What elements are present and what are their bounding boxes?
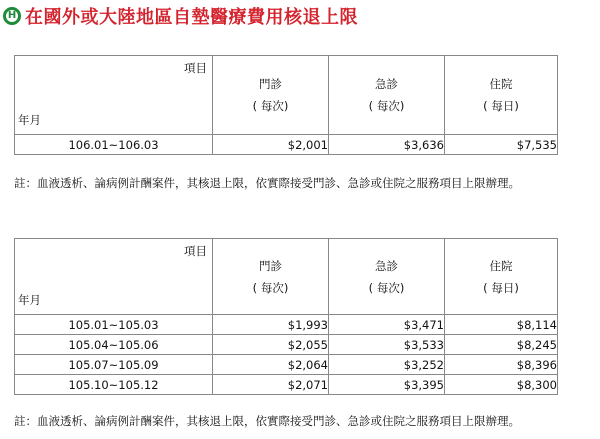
table-row bbox=[15, 315, 558, 335]
item-label: 項目 bbox=[184, 244, 207, 258]
table-row bbox=[15, 335, 558, 355]
inpatient-cell: $8,300 bbox=[445, 375, 558, 395]
corner-header bbox=[15, 56, 213, 135]
item-label: 項目 bbox=[184, 61, 207, 75]
col-unit: ( 每次) bbox=[368, 99, 405, 113]
period-cell: 105.10~105.12 bbox=[15, 375, 213, 395]
period-cell: 106.01~106.03 bbox=[15, 135, 213, 155]
table-header-row bbox=[15, 56, 558, 135]
col-name: 急診 bbox=[375, 258, 398, 273]
col-unit: ( 每次) bbox=[252, 280, 289, 295]
inpatient-cell: $7,535 bbox=[445, 135, 558, 155]
col-unit: ( 每次) bbox=[252, 99, 289, 113]
outpatient-cell: $2,064 bbox=[213, 355, 329, 375]
outpatient-cell: $2,001 bbox=[213, 135, 329, 155]
year-month-label: 年月 bbox=[18, 293, 41, 307]
col-emergency bbox=[329, 56, 445, 135]
fee-table-2017 bbox=[14, 55, 558, 155]
col-outpatient bbox=[213, 56, 329, 135]
col-name: 門診 bbox=[259, 77, 282, 91]
outpatient-cell: $2,071 bbox=[213, 375, 329, 395]
col-name: 住院 bbox=[489, 258, 513, 273]
outpatient-cell: $2,055 bbox=[213, 335, 329, 355]
page-title-bar bbox=[3, 3, 358, 29]
fee-table-2016 bbox=[14, 238, 558, 395]
table-row bbox=[15, 375, 558, 395]
table-header-row bbox=[15, 239, 558, 315]
table-note: 註：血液透析、論病例計酬案件，其核退上限，依實際接受門診、急診或住院之服務項目上限辦理。 bbox=[14, 176, 520, 190]
col-unit: ( 每日) bbox=[483, 280, 519, 295]
col-name: 急診 bbox=[375, 77, 398, 91]
table-row bbox=[15, 355, 558, 375]
hospital-icon bbox=[3, 7, 21, 25]
period-cell: 105.04~105.06 bbox=[15, 335, 213, 355]
hospital-icon-letter: H bbox=[7, 10, 17, 21]
period-cell: 105.01~105.03 bbox=[15, 315, 213, 335]
table-row bbox=[15, 135, 558, 155]
table-note: 註：血液透析、論病例計酬案件，其核退上限，依實際接受門診、急診或住院之服務項目上限辦理。 bbox=[14, 414, 520, 428]
col-inpatient bbox=[445, 239, 558, 315]
col-name: 門診 bbox=[259, 258, 282, 273]
emergency-cell: $3,471 bbox=[329, 315, 445, 335]
period-cell: 105.07~105.09 bbox=[15, 355, 213, 375]
inpatient-cell: $8,396 bbox=[445, 355, 558, 375]
col-unit: ( 每日) bbox=[483, 99, 519, 113]
outpatient-cell: $1,993 bbox=[213, 315, 329, 335]
inpatient-cell: $8,114 bbox=[445, 315, 558, 335]
emergency-cell: $3,252 bbox=[329, 355, 445, 375]
col-emergency bbox=[329, 239, 445, 315]
col-name: 住院 bbox=[489, 77, 513, 91]
emergency-cell: $3,636 bbox=[329, 135, 445, 155]
page-title: 在國外或大陸地區自墊醫療費用核退上限 bbox=[25, 7, 358, 28]
col-outpatient bbox=[213, 239, 329, 315]
col-unit: ( 每次) bbox=[368, 280, 405, 295]
emergency-cell: $3,533 bbox=[329, 335, 445, 355]
corner-header bbox=[15, 239, 213, 315]
col-inpatient bbox=[445, 56, 558, 135]
year-month-label: 年月 bbox=[18, 113, 41, 127]
inpatient-cell: $8,245 bbox=[445, 335, 558, 355]
emergency-cell: $3,395 bbox=[329, 375, 445, 395]
